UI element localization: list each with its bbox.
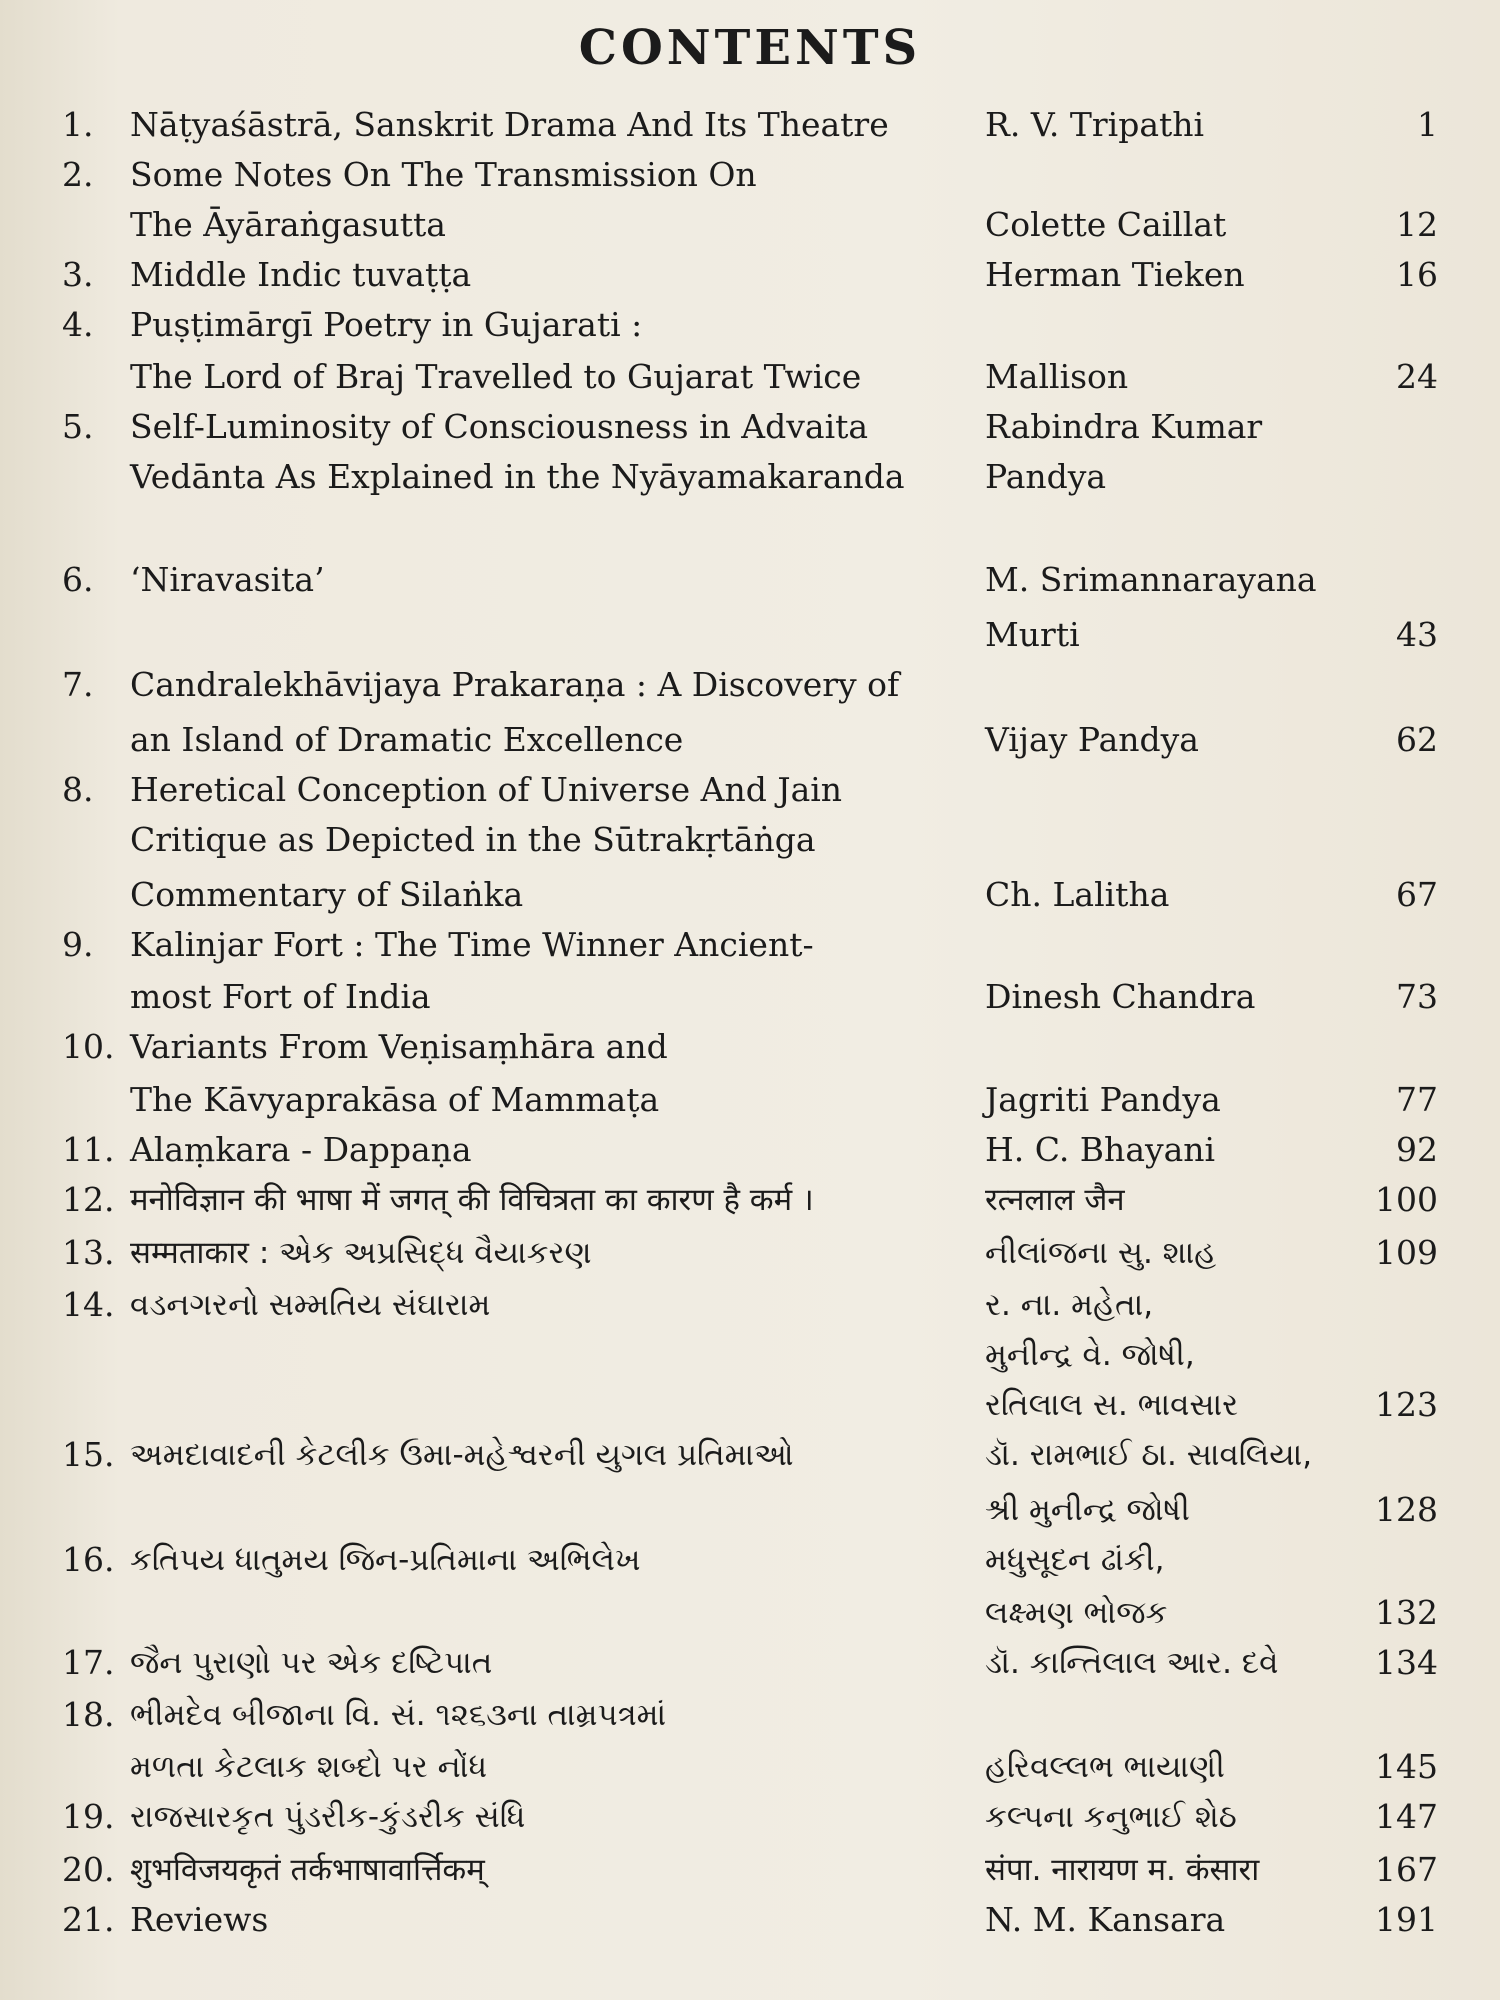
- entry-page-number: 191: [1375, 1900, 1438, 1939]
- toc-entry-row: [0, 100, 1500, 150]
- entry-author-line: Mallison: [985, 357, 1129, 396]
- entry-title-line: મળતા કેટલાક શબ્દો પર નોંધ: [130, 1749, 488, 1785]
- toc-entry-row: [0, 1380, 1500, 1430]
- entry-author-line: Ch. Lalitha: [985, 875, 1170, 914]
- toc-entry-row: [0, 1895, 1500, 1945]
- entry-number: 14.: [62, 1285, 115, 1324]
- toc-entry-row: [0, 1485, 1500, 1535]
- entry-number: 18.: [62, 1695, 115, 1734]
- entry-page-number: 73: [1396, 977, 1438, 1016]
- entry-page-number: 43: [1396, 615, 1438, 654]
- entry-number: 17.: [62, 1643, 115, 1682]
- entry-title-line: Candralekhāvijaya Prakaraṇa : A Discovery of: [130, 665, 900, 704]
- toc-entry-row: [0, 1125, 1500, 1175]
- entry-author-line: R. V. Tripathi: [985, 105, 1205, 144]
- entry-title-line: અમદાવાદની કેટલીક ઉમા-મહેશ્વરની યુગલ પ્રતિમાઓ: [130, 1437, 794, 1473]
- entry-page-number: 123: [1375, 1385, 1438, 1424]
- entry-author-line: Jagriti Pandya: [985, 1080, 1221, 1119]
- toc-entry-row: [0, 1535, 1500, 1585]
- toc-entry-row: [0, 1075, 1500, 1125]
- entry-page-number: 77: [1396, 1080, 1438, 1119]
- entry-title-line: Critique as Depicted in the Sūtrakṛtāṅga: [130, 820, 816, 859]
- toc-entry-row: [0, 402, 1500, 452]
- entry-page-number: 12: [1396, 205, 1438, 244]
- toc-entry-row: [0, 1638, 1500, 1688]
- entry-author-line: નીલાંજના સુ. શાહ: [985, 1235, 1217, 1271]
- entry-number: 2.: [62, 155, 94, 194]
- entry-page-number: 167: [1375, 1850, 1438, 1889]
- entry-title-line: Variants From Veṇisaṃhāra and: [130, 1027, 668, 1066]
- toc-entry-row: [0, 250, 1500, 300]
- entry-page-number: 128: [1375, 1490, 1438, 1529]
- toc-entry-row: [0, 1430, 1500, 1480]
- entry-number: 7.: [62, 665, 94, 704]
- entry-author-line: મુનીન્દ્ર વે. જોષી,: [985, 1337, 1195, 1373]
- entry-title-line: मनोविज्ञान की भाषा में जगत् की विचित्रता का कारण है कर्म ।: [130, 1182, 814, 1218]
- entry-number: 8.: [62, 770, 94, 809]
- entry-page-number: 100: [1375, 1180, 1438, 1219]
- entry-author-line: ડૉ. રામભાઈ ઠા. સાવલિયા,: [985, 1437, 1313, 1473]
- entry-number: 6.: [62, 560, 94, 599]
- toc-entry-row: [0, 1022, 1500, 1072]
- page-title: CONTENTS: [578, 20, 922, 76]
- entry-title-line: Middle Indic tuvaṭṭa: [130, 255, 472, 294]
- entry-page-number: 134: [1375, 1643, 1438, 1682]
- entry-author-line: M. Srimannarayana: [985, 560, 1317, 599]
- entry-number: 9.: [62, 925, 94, 964]
- toc-entry-row: [0, 352, 1500, 402]
- toc-entry-row: [0, 765, 1500, 815]
- entry-number: 21.: [62, 1900, 115, 1939]
- entry-author-line: Pandya: [985, 457, 1107, 496]
- toc-entry-row: [0, 1228, 1500, 1278]
- entry-number: 15.: [62, 1435, 115, 1474]
- entry-author-line: કલ્પના કનુભાઈ શેઠ: [985, 1799, 1237, 1835]
- entry-number: 13.: [62, 1233, 115, 1272]
- entry-author-line: N. M. Kansara: [985, 1900, 1226, 1939]
- entry-author-line: Colette Caillat: [985, 205, 1227, 244]
- toc-entry-row: [0, 1690, 1500, 1740]
- toc-entry-row: [0, 610, 1500, 660]
- entry-author-line: રતિલાલ સ. ભાવસાર: [985, 1387, 1239, 1423]
- entry-number: 4.: [62, 305, 94, 344]
- entry-title-line: કતિપય ધાતુમય જિન-પ્રતિમાના અભિલેખ: [130, 1542, 641, 1578]
- entry-title-line: Some Notes On The Transmission On: [130, 155, 757, 194]
- toc-entry-row: [0, 1330, 1500, 1380]
- entry-number: 3.: [62, 255, 94, 294]
- toc-entry-row: [0, 920, 1500, 970]
- entry-title-line: Self-Luminosity of Consciousness in Advaita: [130, 407, 869, 446]
- entry-title-line: Nāṭyaśāstrā, Sanskrit Drama And Its Theatre: [130, 105, 889, 144]
- entry-title-line: most Fort of India: [130, 977, 431, 1016]
- entry-number: 20.: [62, 1850, 115, 1889]
- entry-page-number: 67: [1396, 875, 1438, 914]
- entry-title-line: ‘Niravasita’: [130, 560, 325, 599]
- entry-number: 5.: [62, 407, 94, 446]
- entry-page-number: 132: [1375, 1593, 1438, 1632]
- entry-author-line: Herman Tieken: [985, 255, 1245, 294]
- entry-page-number: 109: [1375, 1233, 1438, 1272]
- entry-page-number: 1: [1417, 105, 1438, 144]
- entry-author-line: શ્રી મુનીન્દ્ર જોષી: [985, 1492, 1190, 1528]
- entry-page-number: 147: [1375, 1797, 1438, 1836]
- toc-entry-row: [0, 150, 1500, 200]
- toc-entry-row: [0, 1280, 1500, 1330]
- entry-title-line: The Lord of Braj Travelled to Gujarat Twice: [130, 357, 862, 396]
- toc-entry-row: [0, 715, 1500, 765]
- toc-entry-row: [0, 1588, 1500, 1638]
- entry-title-line: Kalinjar Fort : The Time Winner Ancient-: [130, 925, 814, 964]
- entry-number: 10.: [62, 1027, 115, 1066]
- entry-author-line: Murti: [985, 615, 1080, 654]
- entry-number: 16.: [62, 1540, 115, 1579]
- entry-author-line: લક્ષ્મણ ભોજક: [985, 1595, 1168, 1631]
- entry-number: 1.: [62, 105, 94, 144]
- entry-title-line: The Āyāraṅgasutta: [130, 205, 446, 244]
- entry-author-line: Rabindra Kumar: [985, 407, 1263, 446]
- entry-title-line: Commentary of Silaṅka: [130, 875, 524, 914]
- entry-page-number: 62: [1396, 720, 1438, 759]
- toc-entry-row: [0, 972, 1500, 1022]
- entry-author-line: હરિવલ્લભ ભાયાણી: [985, 1749, 1225, 1785]
- entry-author-line: संपा. नारायण म. कंसारा: [985, 1852, 1260, 1888]
- entry-number: 19.: [62, 1797, 115, 1836]
- toc-entry-row: [0, 660, 1500, 710]
- entry-title-line: જૈન પુરાણો પર એક દષ્ટિપાત: [130, 1645, 493, 1681]
- entry-title-line: शुभविजयकृतं तर्कभाषावार्त्तिकम्: [130, 1852, 485, 1888]
- toc-entry-row: [0, 1845, 1500, 1895]
- entry-author-line: H. C. Bhayani: [985, 1130, 1216, 1169]
- toc-entry-row: [0, 1175, 1500, 1225]
- entry-page-number: 24: [1396, 357, 1438, 396]
- toc-entry-row: [0, 870, 1500, 920]
- entry-author-line: Dinesh Chandra: [985, 977, 1256, 1016]
- entry-page-number: 145: [1375, 1747, 1438, 1786]
- entry-number: 12.: [62, 1180, 115, 1219]
- entry-page-number: 16: [1396, 255, 1438, 294]
- entry-title-line: Heretical Conception of Universe And Jain: [130, 770, 843, 809]
- entry-title-line: an Island of Dramatic Excellence: [130, 720, 684, 759]
- toc-entry-row: [0, 555, 1500, 605]
- entry-title-line: The Kāvyaprakāsa of Mammaṭa: [130, 1080, 660, 1119]
- toc-entry-row: [0, 1742, 1500, 1792]
- entry-number: 11.: [62, 1130, 115, 1169]
- toc-entry-row: [0, 1792, 1500, 1842]
- entry-title-line: રાજસારકૃત પુંડરીક-કુંડરીક સંધિ: [130, 1799, 526, 1835]
- toc-entry-row: [0, 200, 1500, 250]
- entry-author-line: ડૉ. કાન્તિલાલ આર. દવે: [985, 1645, 1279, 1681]
- toc-entry-row: [0, 815, 1500, 865]
- entry-author-line: Vijay Pandya: [985, 720, 1199, 759]
- entry-title-line: Vedānta As Explained in the Nyāyamakaranda: [130, 457, 905, 496]
- entry-title-line: Reviews: [130, 1900, 269, 1939]
- entry-title-line: વડનગરનો સમ્મતિય સંઘારામ: [130, 1287, 491, 1323]
- entry-title-line: ભીમદેવ બીજાના વિ. સં. ૧૨૬૩ના તામ્રપત્રમાં: [130, 1697, 667, 1733]
- entry-page-number: 92: [1396, 1130, 1438, 1169]
- entry-title-line: Puṣṭimārgī Poetry in Gujarati :: [130, 305, 643, 344]
- entry-title-line: Alaṃkara - Dappaṇa: [130, 1130, 472, 1169]
- toc-entry-row: [0, 452, 1500, 502]
- entry-author-line: મધુસૂદન ઢાંકી,: [985, 1542, 1165, 1578]
- entry-author-line: रत्नलाल जैन: [985, 1182, 1125, 1218]
- toc-entry-row: [0, 300, 1500, 350]
- entry-title-line: सम्मताकार : એક અપ્રસિદ્ધ વૈયાકરણ: [130, 1235, 592, 1271]
- entry-author-line: ર. ના. મહેતા,: [985, 1287, 1154, 1323]
